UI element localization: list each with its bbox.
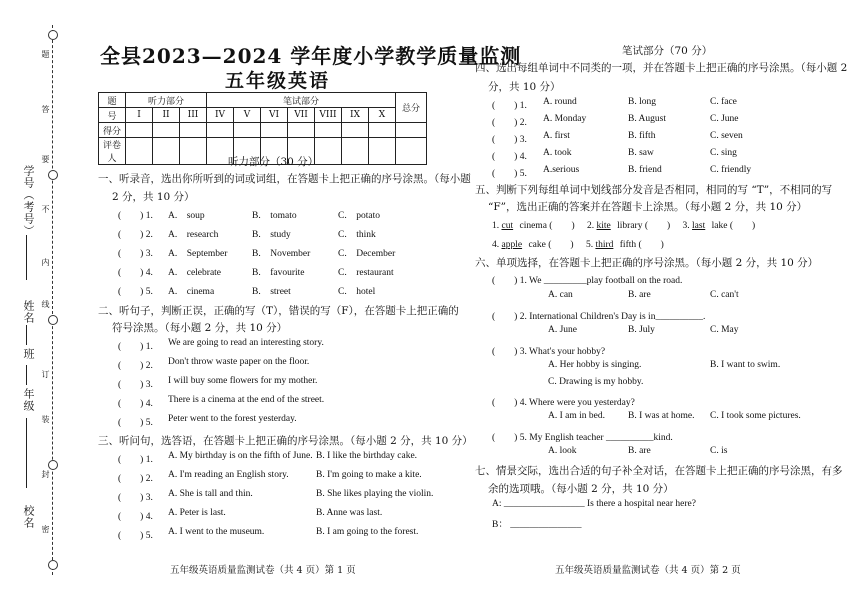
phonics-row: 1. cut cinema ( ) 2. kite library ( ) 3. last lake ( ) xyxy=(492,221,756,231)
option-c: C. seven xyxy=(710,131,743,141)
answer-slot[interactable]: ( ) 2. xyxy=(492,118,527,128)
option-b: B. are xyxy=(628,290,651,300)
binding-hole xyxy=(48,170,58,180)
score-table-col: IV xyxy=(207,108,234,123)
answer-slot[interactable]: ( ) 3. xyxy=(492,135,527,145)
writing-heading: 笔试部分（70 分） xyxy=(622,45,713,57)
question[interactable]: ( ) 4. Where were you yesterday? xyxy=(492,398,635,408)
score-table-col: III xyxy=(180,108,207,123)
score-table-col: II xyxy=(153,108,180,123)
binding-marker: 订 xyxy=(41,370,50,379)
statement: There is a cinema at the end of the street. xyxy=(168,395,325,405)
phonics-row: 4. apple cake ( ) 5. third fifth ( ) xyxy=(492,240,664,250)
listening-heading: 听力部分（30 分） xyxy=(228,156,319,168)
option-a: A. celebrate xyxy=(168,268,222,278)
answer-slot[interactable]: ( ) xyxy=(549,221,575,231)
option-a: A. Her hobby is singing. xyxy=(548,360,642,370)
student-id-label: 学号（考号） xyxy=(22,165,35,237)
option-a: A. can xyxy=(548,290,573,300)
part5-instruction: 五、判断下列每组单词中划线部分发音是否相同，相同的写 “T”，不相同的写 xyxy=(475,184,833,196)
option-a: A. soup xyxy=(168,211,205,221)
score-table-col: X xyxy=(369,108,396,123)
binding-hole xyxy=(48,315,58,325)
option-c: C. May xyxy=(710,325,739,335)
dialogue-line-b[interactable]: B： _______________ xyxy=(492,520,582,530)
option-b: B. study xyxy=(252,230,291,240)
answer-slot[interactable]: ( ) 2. xyxy=(118,474,153,484)
option-c: C. friendly xyxy=(710,165,752,175)
answer-slot[interactable]: ( ) 4. xyxy=(118,268,153,278)
part7-instruction: 七、情景交际，选出合适的句子补全对话，在答题卡上把正确的序号涂黑，有多 xyxy=(475,465,843,477)
school-label: 校名 xyxy=(22,505,35,529)
option-a: A. June xyxy=(548,325,578,335)
score-row-label: 得分 xyxy=(99,123,126,138)
option-a: A. round xyxy=(543,97,577,107)
option-c: C. Drawing is my hobby. xyxy=(548,377,644,387)
statement: We are going to read an interesting story. xyxy=(168,338,324,348)
binding-marker: 要 xyxy=(41,155,50,164)
option-b: B. I like the birthday cake. xyxy=(316,451,418,461)
part7-instruction: 余的选项哦。（每小题 2 分，共 10 分） xyxy=(488,483,674,495)
score-table-header: 题 xyxy=(99,93,126,108)
option-b: B. November xyxy=(252,249,311,259)
option-b: B. friend xyxy=(628,165,662,175)
binding-marker: 线 xyxy=(41,300,50,309)
answer-slot[interactable]: ( ) 5. xyxy=(118,418,153,428)
option-c: C. June xyxy=(710,114,739,124)
question[interactable]: ( ) 1. We _________play football on the road. xyxy=(492,276,683,286)
part2-instruction: 二、听句子，判断正误，正确的写（T），错误的写（F），在答题卡上把正确的 xyxy=(98,305,459,317)
option-b: B. are xyxy=(628,446,651,456)
dialogue-line-a[interactable]: A: _________________ Is there a hospital near here? xyxy=(492,499,696,509)
score-table-header: 笔试部分 xyxy=(207,93,396,108)
binding-cut-line xyxy=(52,25,53,575)
option-b: B. street xyxy=(252,287,291,297)
binding-marker: 题 xyxy=(41,50,50,59)
question[interactable]: ( ) 2. International Children's Day is in__________. xyxy=(492,312,706,322)
option-b: B. I'm going to make a kite. xyxy=(316,470,422,480)
option-b: B. She likes playing the violin. xyxy=(316,489,434,499)
grader-row-label: 评卷人 xyxy=(99,138,126,165)
binding-hole xyxy=(48,460,58,470)
answer-slot[interactable]: ( ) 3. xyxy=(118,493,153,503)
answer-slot[interactable]: ( ) 1. xyxy=(118,211,153,221)
answer-slot[interactable]: ( ) 5. xyxy=(118,287,153,297)
class-label: 班 xyxy=(22,348,35,360)
answer-slot[interactable]: ( ) 1. xyxy=(118,455,153,465)
score-table-header: 总分 xyxy=(396,93,427,123)
score-table-col: I xyxy=(126,108,153,123)
option-c: C. I took some pictures. xyxy=(710,411,801,421)
option-c: C. can't xyxy=(710,290,739,300)
option-b: B. I was at home. xyxy=(628,411,695,421)
option-a: A. Monday xyxy=(543,114,587,124)
answer-slot[interactable]: ( ) xyxy=(729,221,756,231)
binding-marker: 密 xyxy=(41,525,50,534)
option-b: B. favourite xyxy=(252,268,305,278)
option-a: A. She is tall and thin. xyxy=(168,489,253,499)
option-a: A. took xyxy=(543,148,572,158)
option-c: C. December xyxy=(338,249,396,259)
binding-marker: 装 xyxy=(41,415,50,424)
option-a: A. research xyxy=(168,230,219,240)
statement: Peter went to the forest yesterday. xyxy=(168,414,297,424)
page2-footer: 五年级英语质量监测试卷（共 4 页）第 2 页 xyxy=(555,565,741,576)
exam-title: 全县2023—2024 学年度小学教学质量监测 xyxy=(100,44,522,68)
answer-slot[interactable]: ( ) 4. xyxy=(118,512,153,522)
question[interactable]: ( ) 5. My English teacher __________kind. xyxy=(492,433,673,443)
score-table-col: VII xyxy=(288,108,315,123)
option-a: A. cinema xyxy=(168,287,215,297)
option-b: B. saw xyxy=(628,148,654,158)
part4-instruction: 分，共 10 分） xyxy=(488,81,561,93)
answer-slot[interactable]: ( ) 5. xyxy=(118,531,153,541)
binding-marker: 内 xyxy=(41,258,50,267)
score-table-col: V xyxy=(234,108,261,123)
statement: I will buy some flowers for my mother. xyxy=(168,376,318,386)
grade-label: 年级 xyxy=(22,388,35,412)
answer-slot[interactable]: ( ) xyxy=(644,221,671,231)
binding-marker: 不 xyxy=(41,205,50,214)
binding-hole xyxy=(48,30,58,40)
score-table-header: 听力部分 xyxy=(126,93,207,108)
part3-instruction: 三、听问句，选答语，在答题卡上把正确的序号涂黑。（每小题 2 分，共 10 分） xyxy=(98,435,473,447)
option-c: C. hotel xyxy=(338,287,376,297)
page1-footer: 五年级英语质量监测试卷（共 4 页）第 1 页 xyxy=(170,565,356,576)
option-c: C. think xyxy=(338,230,376,240)
option-b: B. tomato xyxy=(252,211,297,221)
option-a: A. first xyxy=(543,131,570,141)
binding-hole xyxy=(48,560,58,570)
option-a: A. Peter is last. xyxy=(168,508,226,518)
part5-instruction: “F”，选出正确的答案并在答题卡上涂黑。（每小题 2 分，共 10 分） xyxy=(488,201,808,213)
answer-slot[interactable]: ( ) 1. xyxy=(492,101,527,111)
option-a: A.serious xyxy=(543,165,580,175)
answer-slot[interactable]: ( ) xyxy=(638,240,664,250)
option-c: C. restaurant xyxy=(338,268,394,278)
option-a: A. I went to the museum. xyxy=(168,527,265,537)
score-table-col: VIII xyxy=(315,108,342,123)
part2-instruction: 符号涂黑。（每小题 2 分，共 10 分） xyxy=(112,322,288,334)
part1-instruction: 2 分，共 10 分） xyxy=(112,191,195,203)
score-table-header: 号 xyxy=(99,108,126,123)
question[interactable]: ( ) 3. What's your hobby? xyxy=(492,347,606,357)
option-a: A. My birthday is on the fifth of June. xyxy=(168,451,313,461)
binding-marker: 封 xyxy=(41,470,50,479)
answer-slot[interactable]: ( ) 2. xyxy=(118,361,153,371)
exam-subtitle: 五年级英语 xyxy=(225,70,331,92)
option-a: A. September xyxy=(168,249,228,259)
name-label: 姓名 xyxy=(22,300,35,324)
option-c: C. is xyxy=(710,446,728,456)
option-b: B. July xyxy=(628,325,655,335)
option-c: C. face xyxy=(710,97,737,107)
binding-marker: 答 xyxy=(41,105,50,114)
answer-slot[interactable]: ( ) 1. xyxy=(118,342,153,352)
answer-slot[interactable]: ( ) 4. xyxy=(492,152,527,162)
option-a: A. look xyxy=(548,446,577,456)
part4-instruction: 四、选出每组单词中不同类的一项，并在答题卡上把正确的序号涂黑。（每小题 2 xyxy=(475,62,848,74)
answer-slot[interactable]: ( ) xyxy=(548,240,574,250)
binding-margin xyxy=(0,0,60,596)
option-b: B. long xyxy=(628,97,656,107)
part6-instruction: 六、单项选择，在答题卡上把正确的序号涂黑。（每小题 2 分，共 10 分） xyxy=(475,257,819,269)
statement: Don't throw waste paper on the floor. xyxy=(168,357,310,367)
answer-slot[interactable]: ( ) 2. xyxy=(118,230,153,240)
answer-slot[interactable]: ( ) 4. xyxy=(118,399,153,409)
answer-slot[interactable]: ( ) 3. xyxy=(118,380,153,390)
option-b: B. I want to swim. xyxy=(710,360,781,370)
option-b: B. August xyxy=(628,114,667,124)
score-table-col: IX xyxy=(342,108,369,123)
answer-slot[interactable]: ( ) 3. xyxy=(118,249,153,259)
option-b: B. I am going to the forest. xyxy=(316,527,419,537)
option-b: B. fifth xyxy=(628,131,656,141)
option-c: C. sing xyxy=(710,148,737,158)
answer-slot[interactable]: ( ) 5. xyxy=(492,169,527,179)
score-table-col: VI xyxy=(261,108,288,123)
option-a: A. I am in bed. xyxy=(548,411,605,421)
option-a: A. I'm reading an English story. xyxy=(168,470,289,480)
part1-instruction: 一、听录音，选出你所听到的词或词组，在答题卡上把正确的序号涂黑。（每小题 xyxy=(98,173,471,185)
option-b: B. Anne was last. xyxy=(316,508,383,518)
option-c: C. potato xyxy=(338,211,380,221)
